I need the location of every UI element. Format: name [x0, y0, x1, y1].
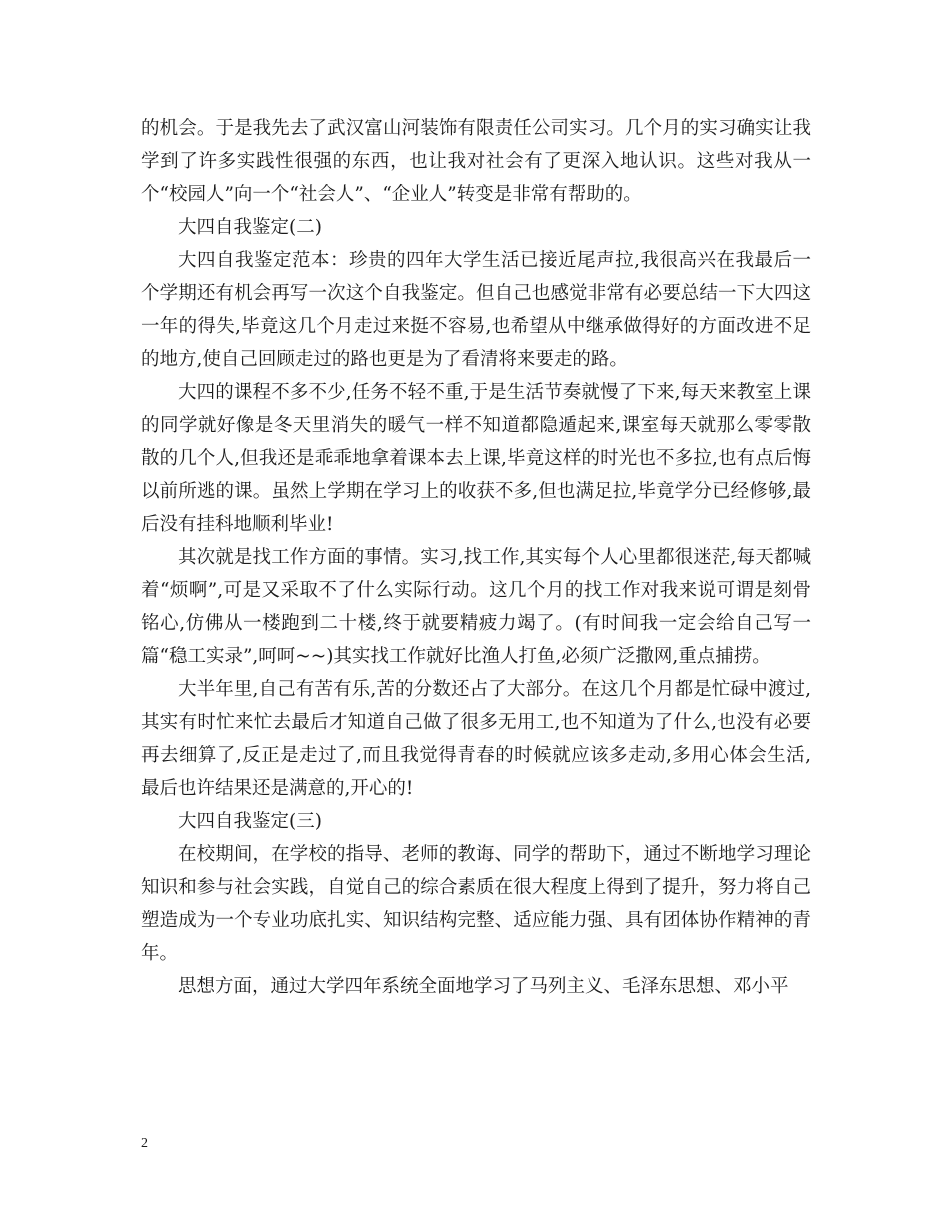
paragraph: 其次就是找工作方面的事情。实习,找工作,其实每个人心里都很迷茫,每天都喊着“烦啊”,可是又采取不了什么实际行动。这几个月的找工作对我来说可谓是刻骨铭心,仿佛从一楼跑到二十楼,终于就要精疲力竭了。(有时间我一定会给自己写一篇“稳工实录”,呵呵~~)其实找工作就好比渔人打鱼,必须广泛撒网,重点捕捞。 — [141, 547, 811, 667]
document-body — [141, 112, 811, 1003]
paragraph: 大半年里,自己有苦有乐,苦的分数还占了大部分。在这几个月都是忙碌中渡过,其实有时忙来忙去最后才知道自己做了很多无用工,也不知道为了什么,也没有必要再去细算了,反正是走过了,而且我觉得青春的时候就应该多走动,多用心体会生活,最后也许结果还是满意的,开心的! — [141, 679, 811, 799]
section-heading-2: 大四自我鉴定(二) — [178, 217, 322, 238]
page-number: 2 — [141, 1136, 148, 1151]
paragraph: 在校期间，在学校的指导、老师的教诲、同学的帮助下，通过不断地学习理论知识和参与社会实践，自觉自己的综合素质在很大程度上得到了提升，努力将自己塑造成为一个专业功底扎实、知识结构完整、适应能力强、具有团体协作精神的青年。 — [141, 844, 811, 964]
section-heading-3: 大四自我鉴定(三) — [178, 811, 322, 832]
paragraph: 大四的课程不多不少,任务不轻不重,于是生活节奏就慢了下来,每天来教室上课的同学就好像是冬天里消失的暖气一样不知道都隐遁起来,课室每天就那么零零散散的几个人,但我还是乖乖地拿着课本去上课,毕竟这样的时光也不多拉,也有点后悔以前所逃的课。虽然上学期在学习上的收获不多,但也满足拉,毕竟学分已经修够,最后没有挂科地顺利毕业! — [141, 382, 811, 535]
paragraph: 大四自我鉴定范本：珍贵的四年大学生活已接近尾声拉,我很高兴在我最后一个学期还有机会再写一次这个自我鉴定。但自己也感觉非常有必要总结一下大四这一年的得失,毕竟这几个月走过来挺不容易,也希望从中继承做得好的方面改进不足的地方,使自己回顾走过的路也更是为了看清将来要走的路。 — [141, 250, 811, 370]
paragraph-continued: 的机会。于是我先去了武汉富山河装饰有限责任公司实习。几个月的实习确实让我学到了许多实践性很强的东西，也让我对社会有了更深入地认识。这些对我从一个“校园人”向一个“社会人”、“企业人”转变是非常有帮助的。 — [141, 118, 811, 205]
paragraph: 思想方面，通过大学四年系统全面地学习了马列主义、毛泽东思想、邓小平 — [178, 976, 789, 997]
